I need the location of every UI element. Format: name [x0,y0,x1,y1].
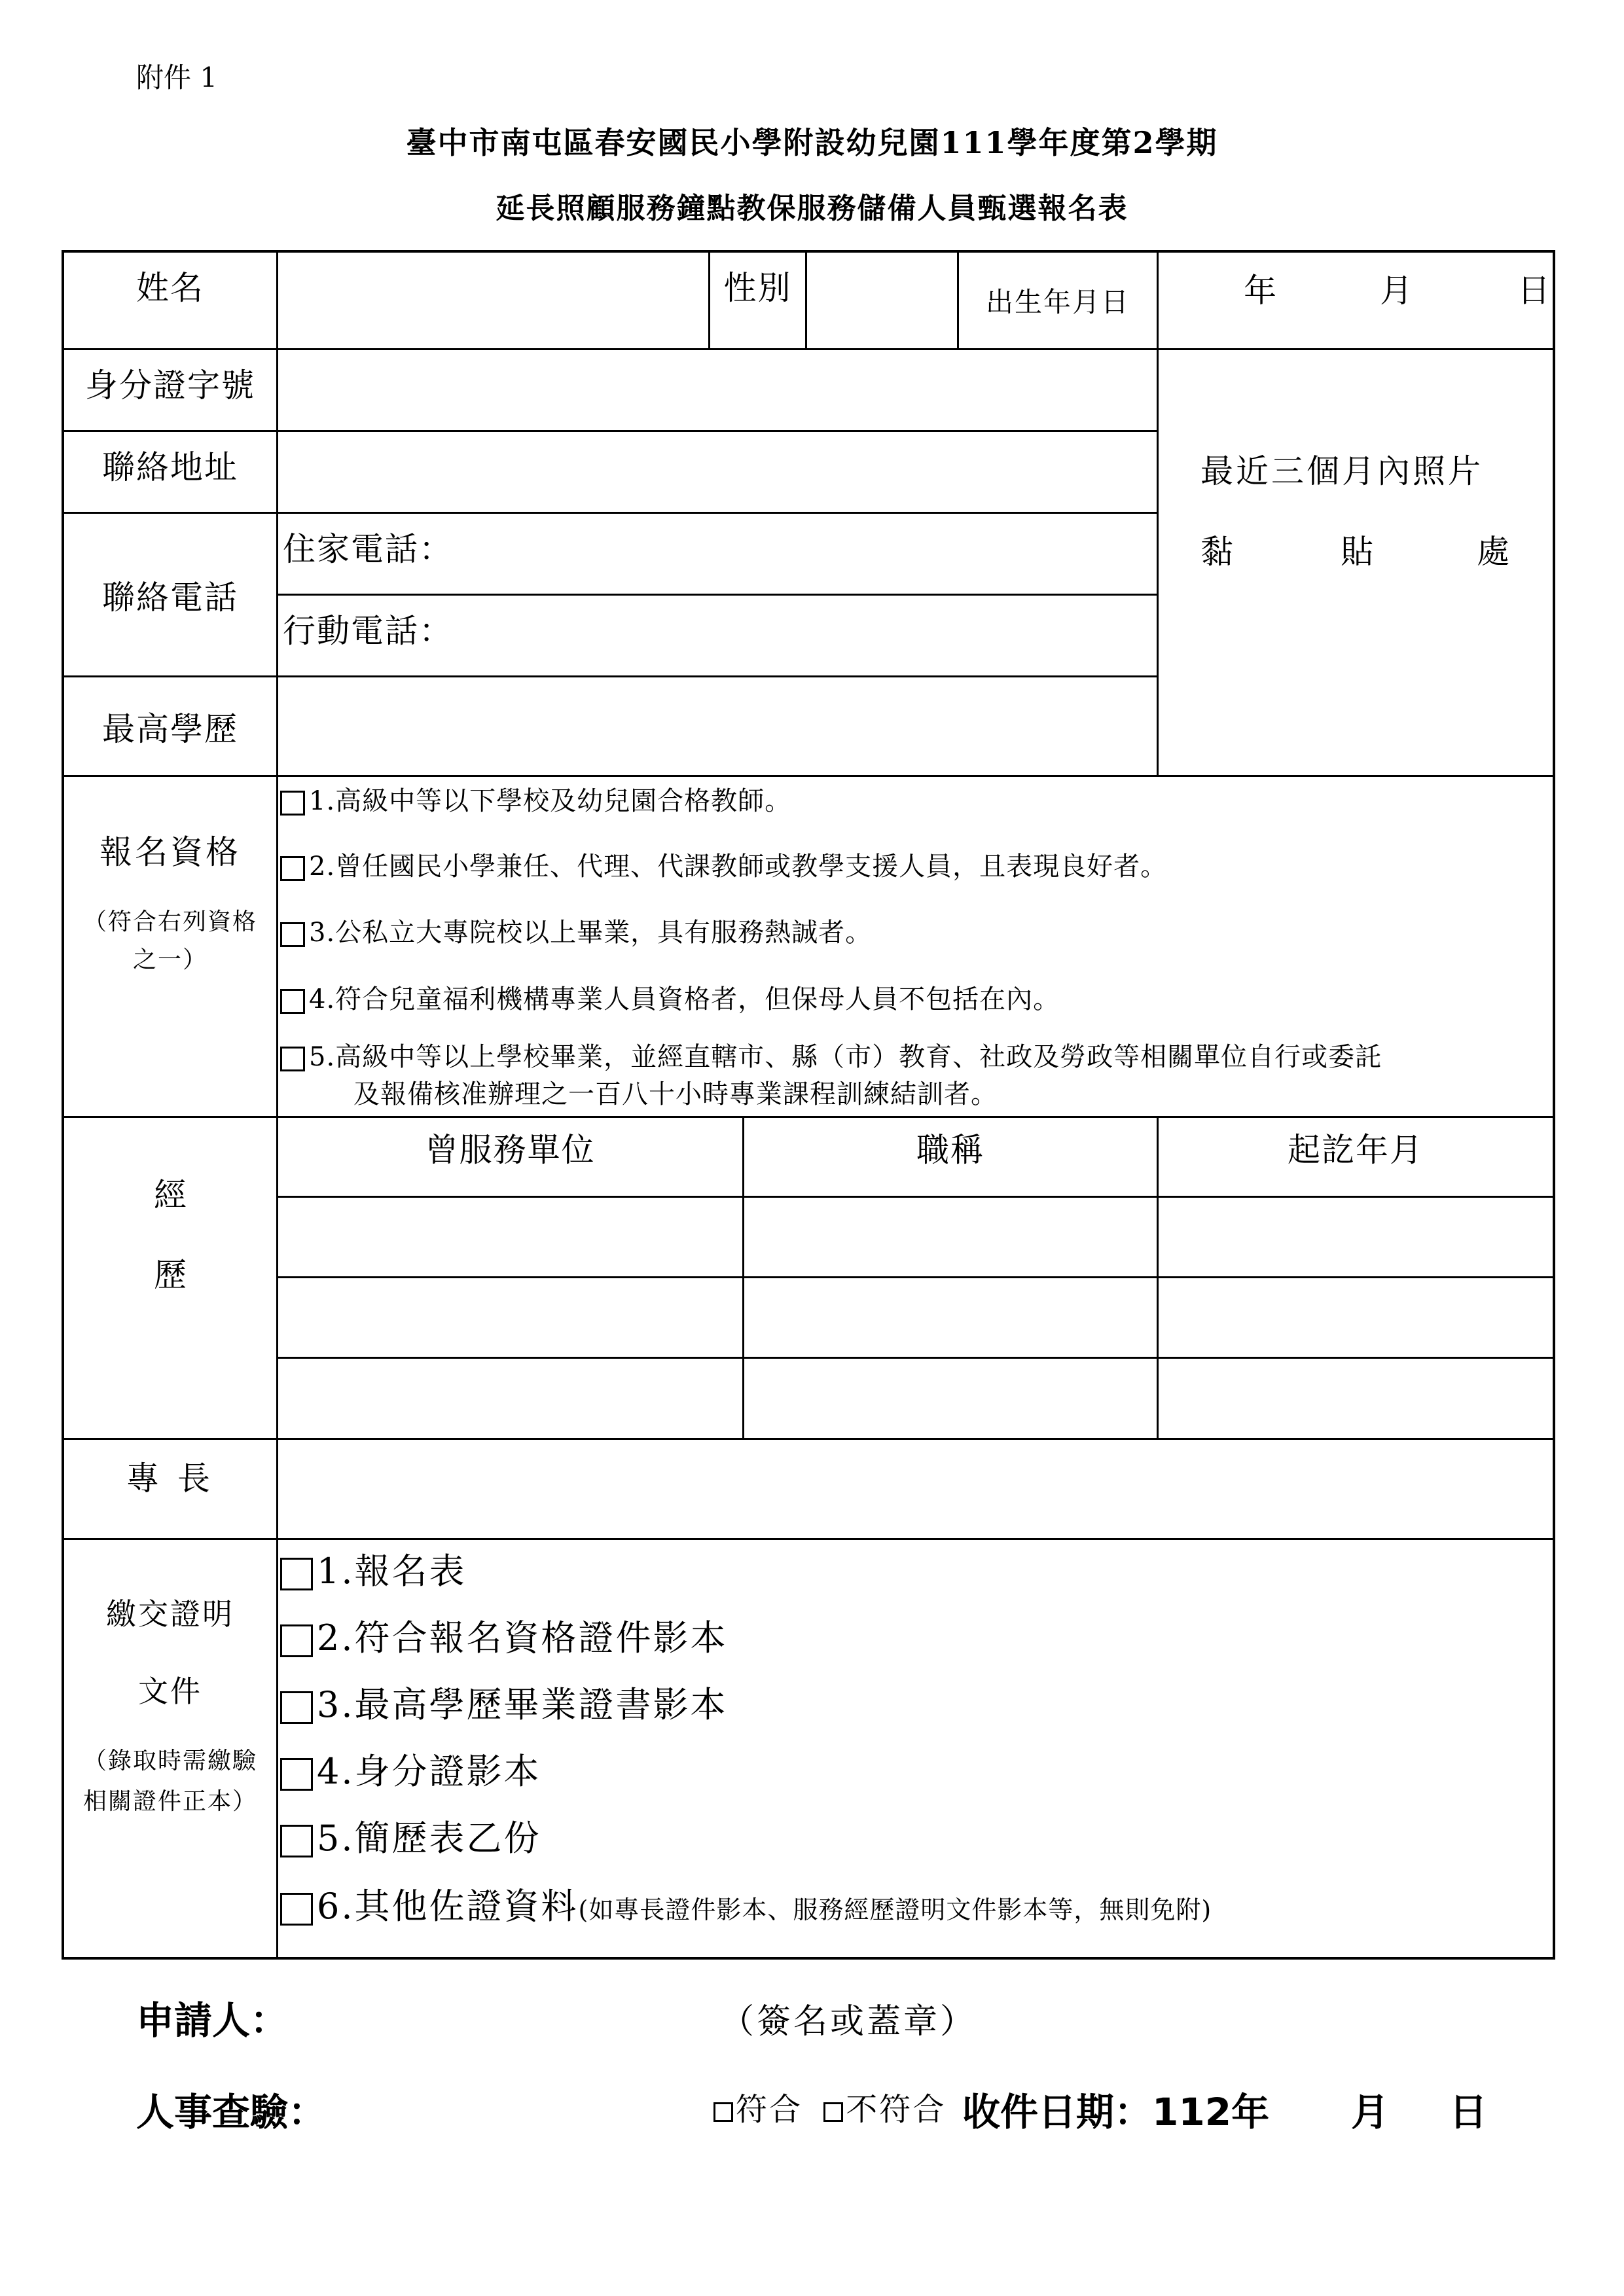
checkbox[interactable] [280,989,305,1014]
form-subtitle: 延長照顧服務鐘點教保服務儲備人員甄選報名表 [496,192,1128,225]
experience-label-2: 歷 [154,1256,187,1294]
exp-unit-cell[interactable] [278,1359,742,1438]
experience-label-1: 經 [154,1176,187,1214]
checkbox[interactable] [280,1047,305,1071]
photo-paste-char-1: 黏 [1200,533,1233,571]
exp-unit-header: 曾服務單位 [425,1131,596,1169]
received-day-label: 日 [1449,2090,1488,2134]
hr-check-options [713,2084,946,2129]
id-number-label: 身分證字號 [85,367,255,404]
month-label: 月 [1380,272,1413,310]
qualification-option-1[interactable]: 1.高級中等以下學校及幼兒園合格教師。 [280,780,791,817]
fail-label: 不符合 [846,2091,947,2128]
documents-label-2: 文件 [138,1674,202,1709]
birthdate-field[interactable] [1159,253,1553,318]
checkbox[interactable] [280,1825,313,1857]
address-field[interactable] [278,432,1157,512]
received-date-label: 收件日期：112年 [962,2090,1270,2134]
name-field[interactable] [278,253,708,348]
exp-title-cell[interactable] [744,1198,1157,1276]
qualification-note-1: （符合右列資格 [82,908,257,935]
education-label: 最高學歷 [102,709,238,748]
gender-label: 性別 [723,269,792,307]
exp-period-header: 起訖年月 [1288,1131,1424,1169]
checkbox[interactable] [280,1691,313,1724]
exp-unit-cell[interactable] [278,1198,742,1276]
form-title: 臺中市南屯區春安國民小學附設幼兒園111學年度第2學期 [406,125,1218,160]
name-label: 姓名 [136,269,204,307]
document-option-2[interactable]: 2.符合報名資格證件影本 [280,1610,728,1660]
day-label: 日 [1517,272,1550,310]
birthdate-label: 出生年月日 [985,286,1130,318]
document-option-4[interactable]: 4.身分證影本 [280,1744,541,1794]
checkbox[interactable] [280,791,305,816]
specialty-field[interactable] [278,1440,1553,1538]
pass-checkbox[interactable] [713,2102,733,2122]
checkbox[interactable] [280,856,305,881]
documents-label-1: 繳交證明 [106,1596,234,1632]
photo-paste-char-2: 貼 [1341,533,1373,571]
applicant-label: 申請人： [136,1998,289,2043]
gender-field[interactable] [807,253,957,348]
pass-label: 符合 [736,2091,803,2128]
document-option-6-note: (如專長證件影本、服務經歷證明文件影本等，無則免附) [578,1895,1212,1924]
education-field[interactable] [278,677,1157,775]
received-month-label: 月 [1351,2090,1390,2134]
signature-hint: （簽名或蓋章） [720,2002,977,2041]
photo-area [1159,350,1553,775]
id-number-field[interactable] [278,350,1157,430]
checkbox[interactable] [280,1558,313,1590]
hr-check-label: 人事查驗： [136,2090,327,2134]
qualification-option-2[interactable]: 2.曾任國民小學兼任、代理、代課教師或教學支援人員，且表現良好者。 [280,846,1167,883]
specialty-label: 專 長 [126,1460,214,1498]
qualification-option-5[interactable]: 5.高級中等以上學校畢業，並經直轄市、縣（市）教育、社政及勞政等相關單位自行或委託 [280,1036,1382,1073]
exp-title-cell[interactable] [744,1278,1157,1357]
exp-unit-cell[interactable] [278,1278,742,1357]
exp-period-cell[interactable] [1159,1278,1553,1357]
checkbox[interactable] [280,922,305,947]
checkbox[interactable] [280,1758,313,1791]
qualification-option-5-cont: 及報備核准辦理之一百八十小時專業課程訓練結訓者。 [353,1079,998,1109]
qualification-option-4[interactable]: 4.符合兒童福利機構專業人員資格者，但保母人員不包括在內。 [280,978,1060,1016]
document-option-3[interactable]: 3.最高學歷畢業證書影本 [280,1677,728,1727]
documents-note-2: 相關證件正本） [82,1788,257,1815]
mobile-phone-field[interactable]: 行動電話： [283,612,453,650]
qualification-option-3[interactable]: 3.公私立大專院校以上畢業，具有服務熱誠者。 [280,912,872,949]
photo-paste-char-3: 處 [1477,533,1509,571]
home-phone-field[interactable]: 住家電話： [283,530,453,568]
phone-label: 聯絡電話 [102,578,238,617]
address-label: 聯絡地址 [102,448,238,486]
photo-instruction: 最近三個月內照片 [1200,452,1483,490]
exp-title-cell[interactable] [744,1359,1157,1438]
checkbox[interactable] [280,1624,313,1657]
checkbox[interactable] [280,1893,313,1926]
documents-note-1: （錄取時需繳驗 [82,1748,257,1774]
document-option-1[interactable]: 1.報名表 [280,1543,467,1594]
exp-period-cell[interactable] [1159,1198,1553,1276]
exp-title-header: 職稱 [916,1131,984,1169]
document-option-6[interactable]: 6.其他佐證資料(如專長證件影本、服務經歷證明文件影本等，無則免附) [280,1878,1212,1929]
year-label: 年 [1244,272,1276,310]
qualification-note-2: 之一） [132,946,208,973]
qualification-label: 報名資格 [99,833,241,871]
exp-period-cell[interactable] [1159,1359,1553,1438]
attachment-label: 附件 1 [136,62,218,94]
fail-checkbox[interactable] [823,2102,843,2122]
document-option-5[interactable]: 5.簡歷表乙份 [280,1810,541,1861]
